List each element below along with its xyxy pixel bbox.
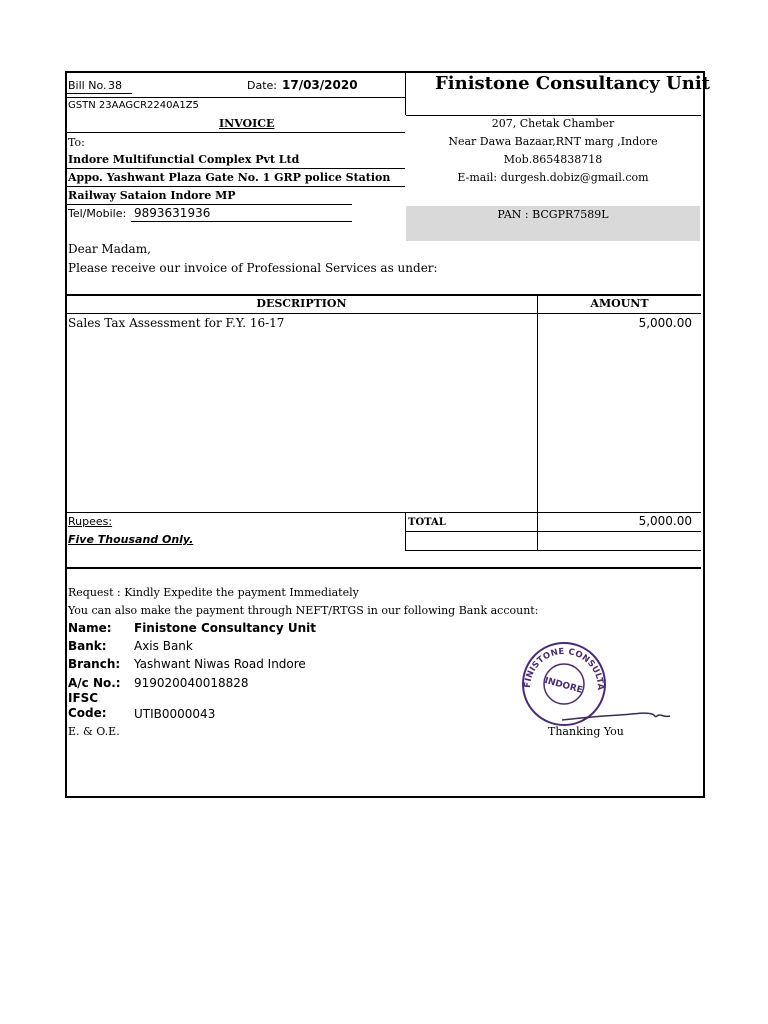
company-address1: 207, Chetak Chamber bbox=[491, 117, 615, 130]
company-underline bbox=[406, 115, 701, 116]
tel-line bbox=[131, 221, 352, 222]
header-underline bbox=[66, 97, 405, 98]
tel-label: Tel/Mobile: bbox=[68, 207, 127, 220]
total-label: TOTAL bbox=[408, 517, 446, 528]
amount-header: AMOUNT bbox=[590, 297, 649, 310]
bank-label-account: A/c No.: bbox=[68, 676, 121, 690]
total-amount: 5,000.00 bbox=[638, 514, 692, 528]
client-address1: Appo. Yashwant Plaza Gate No. 1 GRP police Station bbox=[68, 171, 391, 184]
bank-value-ifsc: UTIB0000043 bbox=[134, 707, 216, 721]
total-row-line1 bbox=[406, 531, 701, 532]
bill-label: Bill No. bbox=[68, 79, 107, 92]
line-item-description: Sales Tax Assessment for F.Y. 16-17 bbox=[68, 316, 285, 330]
bank-value-branch: Yashwant Niwas Road Indore bbox=[134, 657, 306, 671]
eoe-note: E. & O.E. bbox=[68, 725, 120, 738]
table-top-line bbox=[66, 294, 701, 296]
client-address1-line bbox=[66, 186, 405, 187]
table-bottom-line bbox=[66, 567, 701, 569]
company-name: Finistone Consultancy Unit bbox=[435, 73, 710, 94]
total-row-line2 bbox=[406, 550, 701, 551]
bill-underline bbox=[66, 93, 132, 94]
bank-label-ifsc: IFSC bbox=[68, 691, 99, 705]
gstn: GSTN 23AAGCR2240A1Z5 bbox=[68, 100, 199, 111]
company-address2: Near Dawa Bazaar,RNT marg ,Indore bbox=[448, 135, 658, 148]
stamp-inner-text: INDORE bbox=[543, 676, 584, 696]
client-address2: Railway Sataion Indore MP bbox=[68, 189, 236, 202]
rupees-label: Rupees: bbox=[68, 515, 113, 528]
bank-label-code: Code: bbox=[68, 706, 107, 720]
salutation: Dear Madam, bbox=[68, 242, 151, 256]
svg-text:FINISTONE CONSULTANCY UNIT: FINISTONE CONSULTANCY UNIT bbox=[512, 631, 606, 691]
client-name-line bbox=[66, 168, 405, 169]
total-top-line bbox=[66, 512, 701, 513]
bank-value-account: 919020040018828 bbox=[134, 676, 249, 690]
thanking-you: Thanking You bbox=[548, 725, 624, 738]
total-label-divider bbox=[405, 513, 406, 551]
client-address2-line bbox=[66, 204, 352, 205]
company-mobile: Mob.8654838718 bbox=[503, 153, 603, 166]
to-top-line bbox=[66, 132, 405, 133]
invoice-date: 17/03/2020 bbox=[282, 78, 358, 92]
invoice-title: INVOICE bbox=[219, 117, 275, 130]
table-header-line bbox=[66, 313, 701, 314]
amount-in-words: Five Thousand Only. bbox=[68, 533, 194, 546]
signature bbox=[560, 700, 675, 724]
bank-label-branch: Branch: bbox=[68, 657, 121, 671]
to-label: To: bbox=[68, 136, 85, 149]
payment-request: Request : Kindly Expedite the payment Immediately bbox=[68, 586, 359, 599]
company-email: E-mail: durgesh.dobiz@gmail.com bbox=[457, 171, 649, 184]
intro-text: Please receive our invoice of Professional Services as under: bbox=[68, 261, 438, 275]
header-divider bbox=[405, 73, 406, 115]
description-header: DESCRIPTION bbox=[256, 297, 347, 310]
company-pan: PAN : BCGPR7589L bbox=[497, 208, 609, 221]
bank-value-name: Finistone Consultancy Unit bbox=[134, 621, 316, 635]
client-tel: 9893631936 bbox=[134, 206, 211, 220]
bank-label-name: Name: bbox=[68, 621, 112, 635]
neft-instruction: You can also make the payment through NEFT/RTGS in our following Bank account: bbox=[68, 604, 539, 617]
bill-no: 38 bbox=[108, 79, 122, 92]
client-name: Indore Multifunctial Complex Pvt Ltd bbox=[68, 153, 300, 166]
date-label: Date: bbox=[247, 79, 277, 92]
line-item-amount: 5,000.00 bbox=[638, 316, 692, 330]
bank-label-bank: Bank: bbox=[68, 639, 107, 653]
bank-value-bank: Axis Bank bbox=[134, 639, 193, 653]
